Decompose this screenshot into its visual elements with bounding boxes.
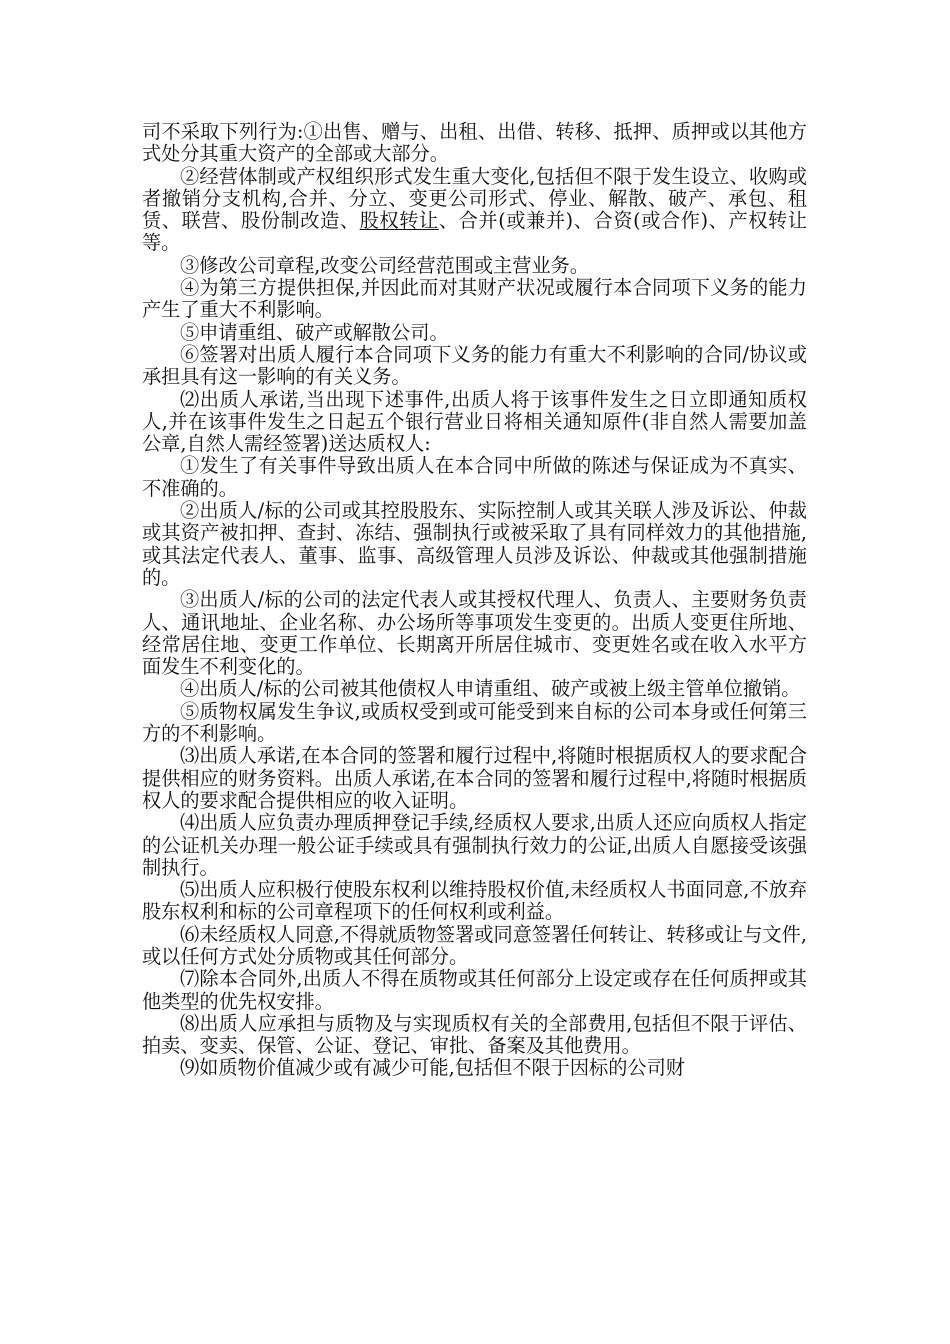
clause-2: ⑵出质人承诺,当出现下述事件,出质人将于该事件发生之日立即通知质权人,并在该事件发生之日起五个银行营业日将相关通知原件(非自然人需要加盖公章,自然人需经签署)送达质权人: [142, 387, 807, 456]
paragraph-item-5: ⑤申请重组、破产或解散公司。 [180, 320, 449, 344]
clause-2-item-3: ③出质人/标的公司的法定代表人或其授权代理人、负责人、主要财务负责人、通讯地址、企业名称、办公场所等事项发生变更的。出质人变更住所地、经常居住地、变更工作单位、长期离开所居住城市、变更姓名或在收入水平方面发生不利变化的。 [142, 588, 807, 679]
clause-7: ⑺除本合同外,出质人不得在质物或其任何部分上设定或存在任何质押或其他类型的优先权安排。 [142, 967, 807, 1013]
equity-transfer-link[interactable]: 股权转让 [359, 209, 439, 233]
clause-8: ⑻出质人应承担与质物及与实现质权有关的全部费用,包括但不限于评估、拍卖、变卖、保管、公证、登记、审批、备案及其他费用。 [142, 1011, 807, 1058]
paragraph-continuation: 司不采取下列行为:①出售、赠与、出租、出借、转移、抵押、质押或以其他方式处分其重大资产的全部或大部分。 [142, 120, 807, 166]
paragraph-item-6: ⑥签署对出质人履行本合同项下义务的能力有重大不利影响的合同/协议或承担具有这一影响的有关义务。 [142, 342, 807, 389]
clause-2-item-1: ①发生了有关事件导致出质人在本合同中所做的陈述与保证成为不真实、不准确的。 [142, 454, 807, 500]
clause-2-item-4: ④出质人/标的公司被其他债权人申请重组、破产或被上级主管单位撤销。 [180, 677, 801, 701]
clause-5: ⑸出质人应积极行使股东权利以维持股权价值,未经质权人书面同意,不放弃股东权利和标的公司章程项下的任何权利或利益。 [142, 878, 807, 924]
paragraph-item-3: ③修改公司章程,改变公司经营范围或主营业务。 [180, 253, 590, 277]
clause-3: ⑶出质人承诺,在本合同的签署和履行过程中,将随时根据质权人的要求配合提供相应的财务资料。出质人承诺,在本合同的签署和履行过程中,将随时根据质权人的要求配合提供相应的收入证明。 [142, 744, 807, 812]
clause-2-item-2: ②出质人/标的公司或其控股股东、实际控制人或其关联人涉及诉讼、仲裁或其资产被扣押、查封、冻结、强制执行或被采取了具有同样效力的其他措施,或其法定代表人、董事、监事、高级管理人员涉及诉讼、仲裁或其他强制措施的。 [142, 499, 807, 589]
clause-9: ⑼如质物价值减少或有减少可能,包括但不限于因标的公司财 [180, 1056, 685, 1080]
clause-4: ⑷出质人应负责办理质押登记手续,经质权人要求,出质人还应向质权人指定的公证机关办理一般公证手续或具有强制执行效力的公证,出质人自愿接受该强制执行。 [142, 811, 807, 879]
paragraph-text: ②经营体制或产权组织形式发生重大变化,包括但不限于发生设立、收购或者撤销分支机构,合并、分立、变更公司形式、停业、解散、破产、承包、租赁、联营、股份制改造、 [142, 164, 807, 233]
paragraph-text: 、合并(或兼并)、合资(或合作)、产权转让等。 [142, 209, 808, 255]
clause-2-item-5: ⑤质物权属发生争议,或质权受到或可能受到来自标的公司本身或任何第三方的不利影响。 [142, 699, 807, 746]
paragraph-item-4: ④为第三方提供担保,并因此而对其财产状况或履行本合同项下义务的能力产生了重大不利影响。 [142, 276, 807, 322]
document-body [142, 121, 807, 1080]
paragraph-item-2 [142, 166, 807, 255]
clause-6: ⑹未经质权人同意,不得就质物签署或同意签署任何转让、转移或让与文件,或以任何方式处分质物或其任何部分。 [142, 922, 807, 968]
